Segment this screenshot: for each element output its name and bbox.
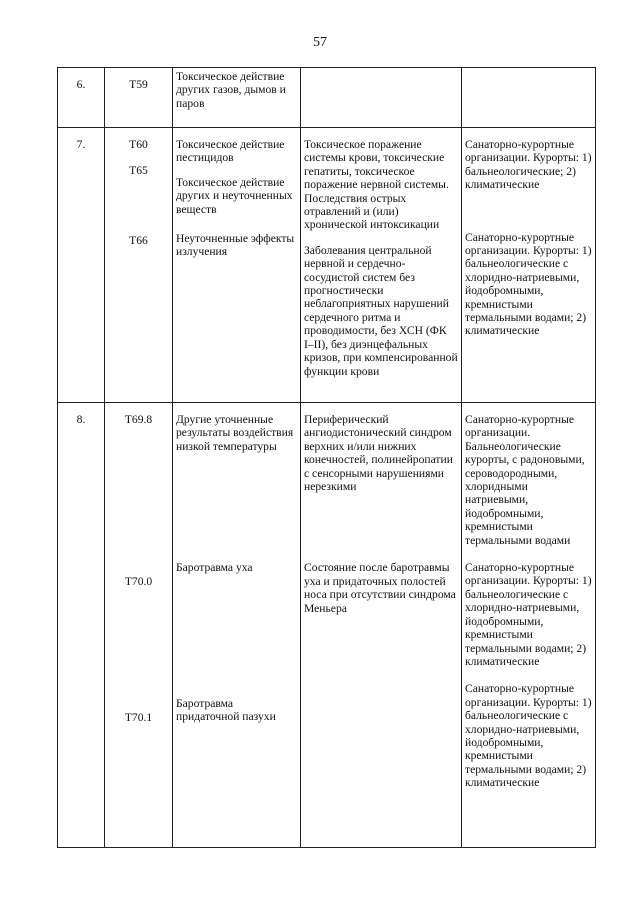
condition-name: Неуточненные эффекты излучения bbox=[176, 232, 295, 259]
resort-text: Санаторно-курортные организации. Курорты: 1) бальнеологические с хлоридно-натриевыми, йодобромными, кремнистыми термальными водами; 2) климатические bbox=[465, 230, 592, 338]
indication-text: Токсическое поражение системы крови, токсические гепатиты, токсическое поражение нервной системы. Последствия острых отравлений и (или) хронической интоксикации bbox=[304, 138, 449, 232]
table-row bbox=[58, 403, 596, 848]
condition-name: Токсическое действие других и неуточненных веществ bbox=[176, 175, 293, 216]
page-number: 57 bbox=[313, 35, 327, 50]
indication-text: Периферический ангиодистонический синдром верхних и/или нижних конечностей, полинейропатии с сенсорными нарушениями нерезкими bbox=[304, 413, 453, 494]
row-number: 7. bbox=[58, 128, 105, 403]
indication-cell bbox=[301, 68, 462, 128]
icd-code-cell bbox=[105, 128, 173, 403]
resort-cell bbox=[462, 403, 596, 848]
indication-text: Заболевания центральной нервной и сердечно-сосудистой систем без прогностически неблагоприятных нарушений сердечного ритма и проводимости, без ХСН (ФК I–II), без диэнцефальных кризов, при компенсированной функции крови bbox=[304, 243, 458, 378]
icd-code: T70.0 bbox=[124, 575, 153, 589]
icd-code: T70.1 bbox=[124, 710, 153, 724]
resort-cell bbox=[462, 68, 596, 128]
resort-text: Санаторно-курортные организации. Курорты: 1) бальнеологические; 2) климатические bbox=[465, 138, 592, 192]
condition-name: Токсическое действие других газов, дымов и паров bbox=[173, 68, 301, 128]
resort-text: Санаторно-курортные организации. Курорты: 1) бальнеологические с хлоридно-натриевыми, йодобромными, кремнистыми термальными водами; 2) климатические bbox=[465, 561, 592, 668]
condition-name: Баротравма придаточной пазухи bbox=[176, 696, 276, 724]
resort-text: Санаторно-курортные организации. Бальнеологические курорты, с радоновыми, сероводородными, хлоридными натриевыми, йодобромными, кремнистыми термальными водами bbox=[465, 413, 585, 547]
condition-name: Другие уточненные результаты воздействия низкой температуры bbox=[176, 413, 294, 453]
icd-code: T66 bbox=[129, 233, 148, 247]
resort-cell bbox=[462, 128, 596, 403]
treatment-table bbox=[57, 67, 596, 848]
icd-code-cell bbox=[105, 403, 173, 848]
icd-code: T59 bbox=[105, 68, 173, 128]
condition-name: Баротравма уха bbox=[176, 561, 253, 575]
condition-name: Токсическое действие пестицидов bbox=[176, 138, 285, 165]
row-number: 6. bbox=[58, 68, 105, 128]
table-row bbox=[58, 128, 596, 403]
icd-code: T60 bbox=[129, 138, 148, 151]
condition-name-cell bbox=[173, 128, 301, 403]
condition-name-cell bbox=[173, 403, 301, 848]
resort-text: Санаторно-курортные организации. Курорты: 1) бальнеологические с хлоридно-натриевыми, йодобромными, кремнистыми термальными водами; 2) климатические bbox=[465, 682, 592, 790]
table-row bbox=[58, 68, 596, 128]
row-number: 8. bbox=[58, 403, 105, 848]
icd-code: T65 bbox=[129, 164, 148, 178]
indication-cell bbox=[301, 128, 462, 403]
icd-code: T69.8 bbox=[124, 413, 153, 426]
indication-cell bbox=[301, 403, 462, 848]
indication-text: Состояние после баротравмы уха и придаточных полостей носа при отсутствии синдрома Меньера bbox=[304, 561, 456, 615]
